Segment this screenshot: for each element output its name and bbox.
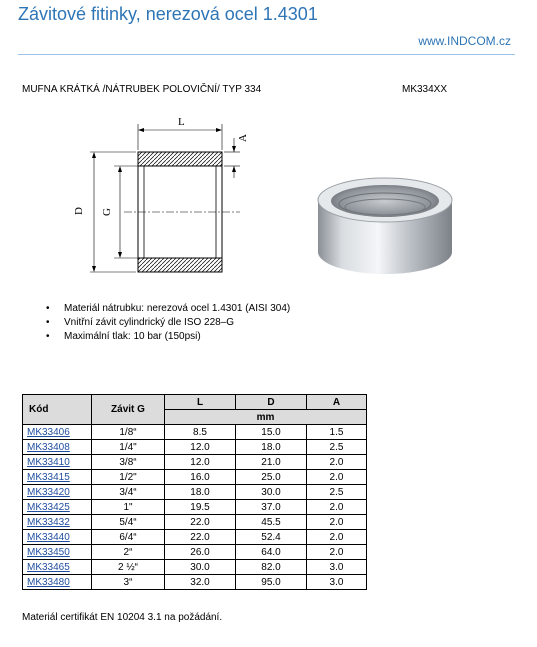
kod-link[interactable]: MK33440 — [23, 530, 92, 545]
spec-item — [44, 302, 290, 316]
product-name: MUFNA KRÁTKÁ /NÁTRUBEK POLOVIČNÍ/ TYP 334 — [22, 84, 262, 95]
table-row — [23, 485, 367, 500]
cell-zavit: 1/2" — [92, 470, 165, 485]
cell-zavit: 3/8“ — [92, 455, 165, 470]
kod-link[interactable]: MK33408 — [23, 440, 92, 455]
cell-L: 16.0 — [165, 470, 236, 485]
page-title: Závitové fitinky, nerezová ocel 1.4301 — [18, 4, 318, 24]
label-D: D — [73, 207, 85, 215]
table-row — [23, 440, 367, 455]
header-unit: mm — [165, 410, 367, 425]
table-row — [23, 470, 367, 485]
kod-link[interactable]: MK33465 — [23, 560, 92, 575]
cell-zavit: 3/4“ — [92, 485, 165, 500]
cell-A: 2.5 — [307, 485, 367, 500]
spec-text: Maximální tlak: 10 bar (150psi) — [64, 331, 201, 342]
cell-L: 30.0 — [165, 560, 236, 575]
cell-zavit: 2 ½“ — [92, 560, 165, 575]
cell-L: 12.0 — [165, 440, 236, 455]
technical-drawing — [62, 112, 262, 287]
dimension-table — [22, 394, 367, 590]
cell-D: 64.0 — [236, 545, 307, 560]
kod-link[interactable]: MK33432 — [23, 515, 92, 530]
cell-A: 1.5 — [307, 425, 367, 440]
spec-text: Materiál nátrubku: nerezová ocel 1.4301 (AISI 304) — [64, 303, 291, 314]
table-row — [23, 560, 367, 575]
cell-A: 2.0 — [307, 470, 367, 485]
cell-zavit: 6/4“ — [92, 530, 165, 545]
spec-item — [44, 330, 290, 344]
cell-D: 18.0 — [236, 440, 307, 455]
cell-zavit: 5/4“ — [92, 515, 165, 530]
table-row — [23, 515, 367, 530]
cell-zavit: 3“ — [92, 575, 165, 590]
cell-D: 25.0 — [236, 470, 307, 485]
cell-L: 8.5 — [165, 425, 236, 440]
kod-link[interactable]: MK33410 — [23, 455, 92, 470]
cell-D: 21.0 — [236, 455, 307, 470]
cell-zavit: 1/8“ — [92, 425, 165, 440]
website-link[interactable]: www.INDCOM.cz — [418, 34, 511, 48]
bullet-icon: • — [46, 317, 50, 328]
kod-link[interactable]: MK33480 — [23, 575, 92, 590]
table-row — [23, 545, 367, 560]
header-L: L — [165, 395, 236, 410]
cell-A: 2.0 — [307, 500, 367, 515]
table-row — [23, 455, 367, 470]
kod-link[interactable]: MK33420 — [23, 485, 92, 500]
header-A: A — [307, 395, 367, 410]
kod-link[interactable]: MK33415 — [23, 470, 92, 485]
cell-D: 30.0 — [236, 485, 307, 500]
label-G: G — [101, 208, 113, 216]
table-row — [23, 530, 367, 545]
cell-zavit: 1/4" — [92, 440, 165, 455]
wall-top — [138, 152, 222, 166]
cell-A: 3.0 — [307, 560, 367, 575]
cell-L: 32.0 — [165, 575, 236, 590]
cell-D: 15.0 — [236, 425, 307, 440]
product-code: MK334XX — [402, 84, 448, 95]
cell-A: 2.5 — [307, 440, 367, 455]
cell-D: 37.0 — [236, 500, 307, 515]
cell-D: 95.0 — [236, 575, 307, 590]
cell-L: 22.0 — [165, 530, 236, 545]
bullet-icon: • — [46, 303, 50, 314]
cell-L: 18.0 — [165, 485, 236, 500]
cell-A: 2.0 — [307, 455, 367, 470]
cell-A: 2.0 — [307, 530, 367, 545]
product-photo — [300, 160, 470, 290]
cell-A: 2.0 — [307, 515, 367, 530]
fitting-bore — [331, 185, 439, 217]
kod-link[interactable]: MK33425 — [23, 500, 92, 515]
cell-L: 22.0 — [165, 515, 236, 530]
cell-L: 12.0 — [165, 455, 236, 470]
cell-zavit: 2“ — [92, 545, 165, 560]
cell-D: 45.5 — [236, 515, 307, 530]
wall-bottom — [138, 258, 222, 272]
cell-zavit: 1" — [92, 500, 165, 515]
cell-A: 2.0 — [307, 545, 367, 560]
header-kod: Kód — [23, 395, 92, 425]
label-A: A — [237, 134, 249, 142]
table-row — [23, 500, 367, 515]
kod-link[interactable]: MK33450 — [23, 545, 92, 560]
cell-L: 26.0 — [165, 545, 236, 560]
spec-text: Vnitřní závit cylindrický dle ISO 228–G — [64, 317, 235, 328]
cell-D: 52.4 — [236, 530, 307, 545]
label-L: L — [178, 116, 185, 128]
table-row — [23, 575, 367, 590]
kod-link[interactable]: MK33406 — [23, 425, 92, 440]
cell-L: 19.5 — [165, 500, 236, 515]
spec-list — [44, 302, 290, 344]
certificate-note: Materiál certifikát EN 10204 3.1 na požádání. — [22, 612, 223, 623]
spec-item — [44, 316, 290, 330]
bullet-icon: • — [46, 331, 50, 342]
cell-D: 82.0 — [236, 560, 307, 575]
cell-A: 3.0 — [307, 575, 367, 590]
header-zavit: Závit G — [92, 395, 165, 425]
header-D: D — [236, 395, 307, 410]
header-divider — [18, 54, 515, 55]
table-row — [23, 425, 367, 440]
